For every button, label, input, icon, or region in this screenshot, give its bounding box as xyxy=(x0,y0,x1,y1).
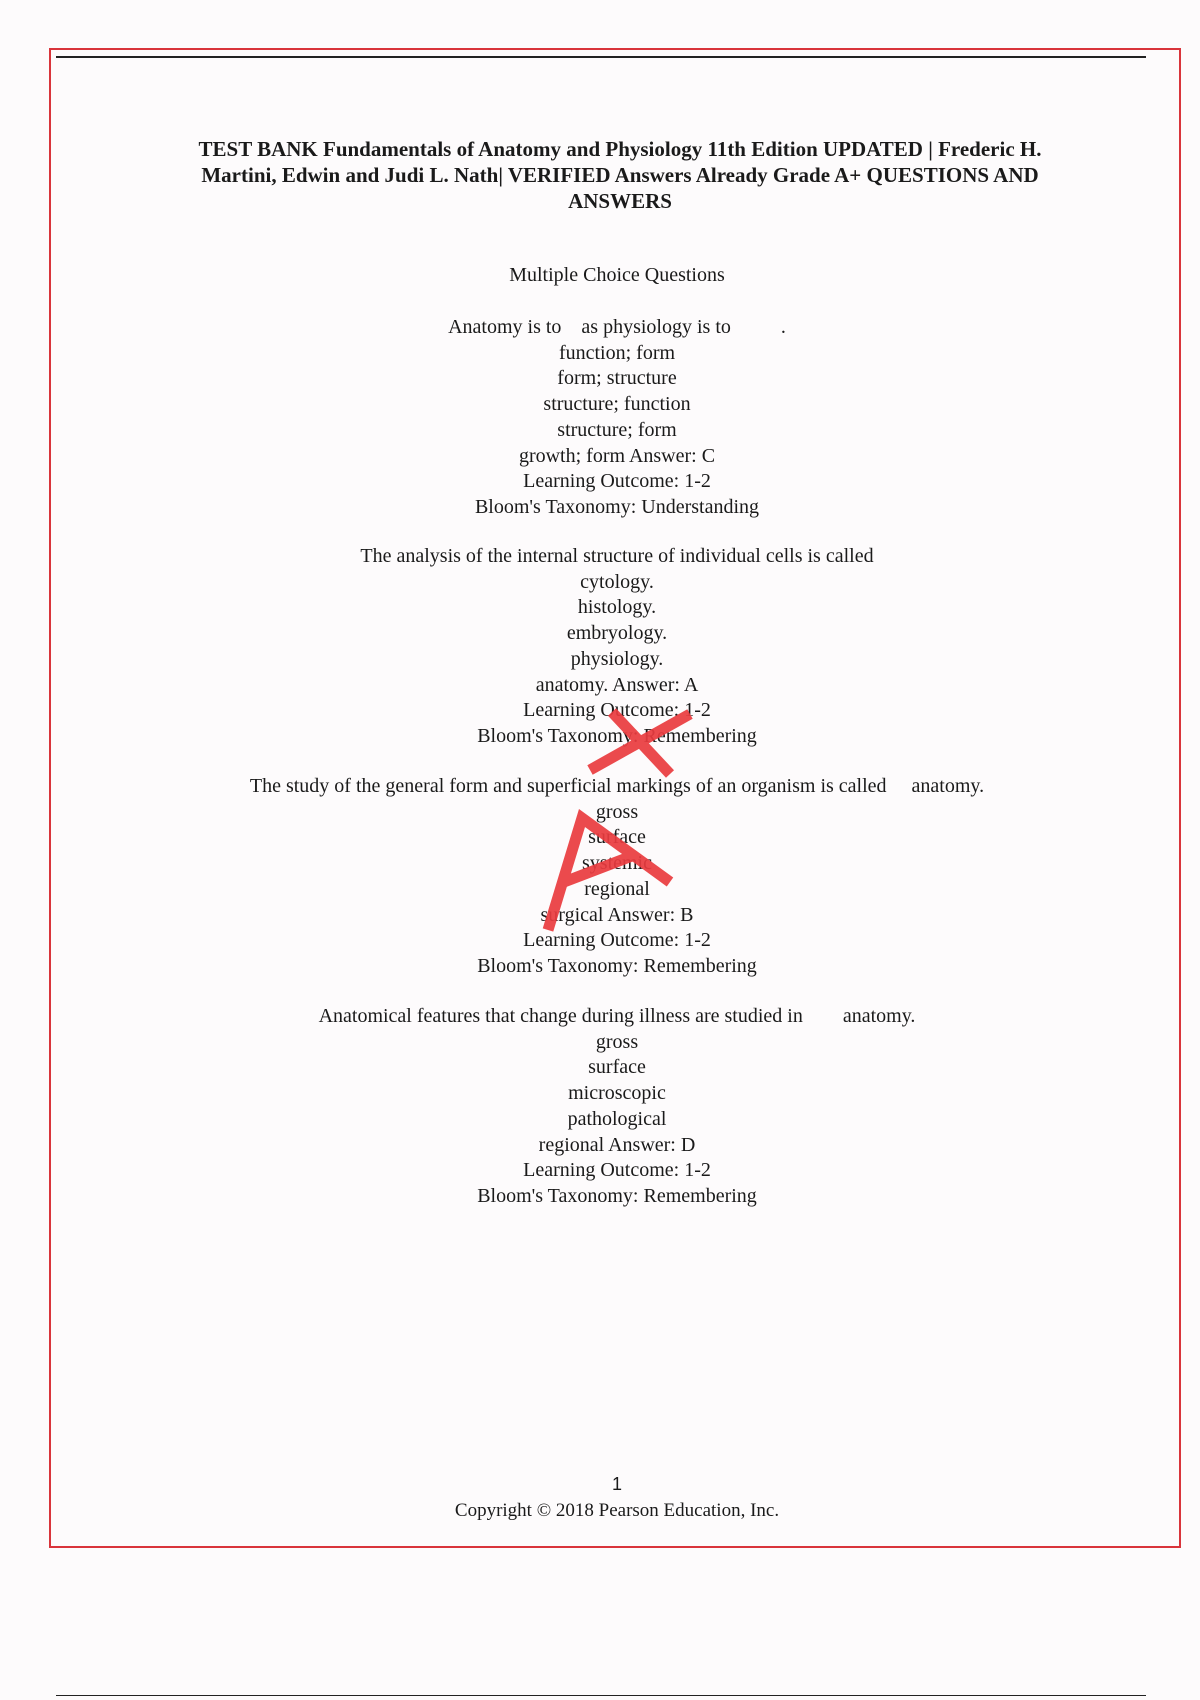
question-2-option-b: histology. xyxy=(577,596,657,619)
question-1-option-a: function; form xyxy=(558,341,676,364)
question-4-option-e-answer: regional Answer: D xyxy=(538,1133,696,1156)
bottom-rule xyxy=(56,1695,1146,1696)
question-1 xyxy=(0,315,1200,521)
question-4-option-c: microscopic xyxy=(568,1082,666,1105)
question-1-option-c: structure; function xyxy=(543,393,691,416)
question-4 xyxy=(0,1004,1200,1210)
question-2-option-d: physiology. xyxy=(570,647,664,670)
question-4-taxonomy: Bloom's Taxonomy: Remembering xyxy=(477,1184,757,1207)
question-4-option-d: pathological xyxy=(567,1107,667,1130)
question-1-learning-outcome: Learning Outcome: 1-2 xyxy=(523,470,711,493)
question-1-stem: Anatomy is to as physiology is to . xyxy=(448,316,786,338)
question-4-stem: Anatomical features that change during illness are studied in anatomy. xyxy=(318,1005,916,1027)
top-rule xyxy=(56,56,1146,58)
question-4-option-b: surface xyxy=(588,1056,646,1079)
question-4-learning-outcome: Learning Outcome: 1-2 xyxy=(523,1159,711,1182)
question-2-learning-outcome: Learning Outcome: 1-2 xyxy=(523,699,711,722)
question-1-option-b: form; structure xyxy=(557,367,677,390)
question-3-stem: The study of the general form and superficial markings of an organism is called anatomy. xyxy=(249,775,985,797)
question-2-stem: The analysis of the internal structure of individual cells is called xyxy=(360,545,874,567)
page-number: 1 xyxy=(611,1474,622,1494)
question-3-option-e-answer: surgical Answer: B xyxy=(540,903,694,926)
question-1-taxonomy: Bloom's Taxonomy: Understanding xyxy=(474,495,760,518)
question-2-taxonomy: Bloom's Taxonomy: Remembering xyxy=(477,724,757,747)
question-2-option-c: embryology. xyxy=(566,622,668,645)
question-3-option-c: systemic xyxy=(582,852,652,875)
question-2-option-a: cytology. xyxy=(580,570,654,593)
question-3-taxonomy: Bloom's Taxonomy: Remembering xyxy=(477,954,757,977)
question-1-option-e-answer: growth; form Answer: C xyxy=(518,444,716,467)
question-3-option-d: regional xyxy=(584,877,650,900)
section-heading: Multiple Choice Questions xyxy=(509,264,725,286)
a-plus-watermark xyxy=(520,700,700,940)
question-3-learning-outcome: Learning Outcome: 1-2 xyxy=(523,929,711,952)
question-3-option-b: surface xyxy=(588,826,646,849)
question-4-option-a: gross xyxy=(595,1030,639,1053)
copyright-notice: Copyright © 2018 Pearson Education, Inc. xyxy=(454,1500,780,1521)
question-3-option-a: gross xyxy=(595,800,639,823)
question-1-option-d: structure; form xyxy=(557,418,677,441)
question-2-option-e-answer: anatomy. Answer: A xyxy=(535,673,699,696)
document-title: TEST BANK Fundamentals of Anatomy and Physiology 11th Edition UPDATED | Frederic H. Martini, Edwin and Judi L. Nath| VERIFIED Answers Already Grade A+ QUESTIONS AND ANSWERS xyxy=(198,137,1042,213)
